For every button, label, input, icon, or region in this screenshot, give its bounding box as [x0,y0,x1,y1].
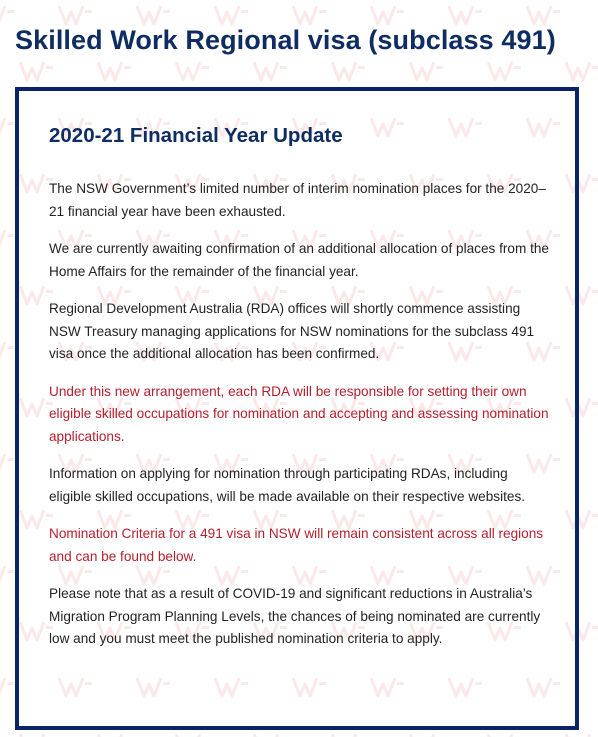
w-logo-watermark-icon [565,60,598,82]
w-logo-watermark-icon [0,676,14,698]
notice-box [15,87,579,730]
w-logo-watermark-icon [0,452,14,474]
w-logo-watermark-icon [0,116,14,138]
notice-content [49,119,549,666]
page-title: Skilled Work Regional visa (subclass 491) [15,25,556,55]
notice-paragraph: We are currently awaiting confirmation of an additional allocation of places from the Home Affairs for the remainder of the financial year. [49,241,549,279]
w-logo-watermark-icon [97,60,131,82]
w-logo-watermark-icon [331,60,365,82]
w-logo-watermark-icon [253,732,287,737]
w-logo-watermark-icon [0,4,14,26]
notice-paragraph-highlight: Nomination Criteria for a 491 visa in NSW will remain consistent across all regions and can be found below. [49,526,544,564]
w-logo-watermark-icon [409,60,443,82]
notice-paragraph: Information on applying for nomination through participating RDAs, including eligible skilled occupations, will be made available on their respective websites. [49,466,526,504]
w-logo-watermark-icon [409,732,443,737]
w-logo-watermark-icon [487,60,521,82]
w-logo-watermark-icon [19,732,53,737]
w-logo-watermark-icon [565,732,598,737]
notice-heading: 2020-21 Financial Year Update [49,124,343,147]
w-logo-watermark-icon [0,564,14,586]
w-logo-watermark-icon [253,60,287,82]
notice-paragraph: Regional Development Australia (RDA) offices will shortly commence assisting NSW Treasury managing applications for NSW nominations for the subclass 491 visa once the additional allocation has been confirmed. [49,301,535,361]
notice-paragraph: The NSW Government’s limited number of interim nomination places for the 2020–21 financial year have been exhausted. [49,181,546,219]
notice-paragraph: Please note that as a result of COVID-19 and significant reductions in Australia’s Migration Program Planning Levels, the chances of being nominated are currently low and you must meet the published nomination criteria to apply. [49,586,541,646]
notice-paragraph-highlight: Under this new arrangement, each RDA will be responsible for setting their own eligible skilled occupations for nomination and accepting and assessing nomination applications. [49,383,549,444]
w-logo-watermark-icon [487,732,521,737]
w-logo-watermark-icon [97,732,131,737]
w-logo-watermark-icon [175,60,209,82]
w-logo-watermark-icon [175,732,209,737]
w-logo-watermark-icon [0,228,14,250]
w-logo-watermark-icon [0,340,14,362]
w-logo-watermark-icon [19,60,53,82]
w-logo-watermark-icon [331,732,365,737]
